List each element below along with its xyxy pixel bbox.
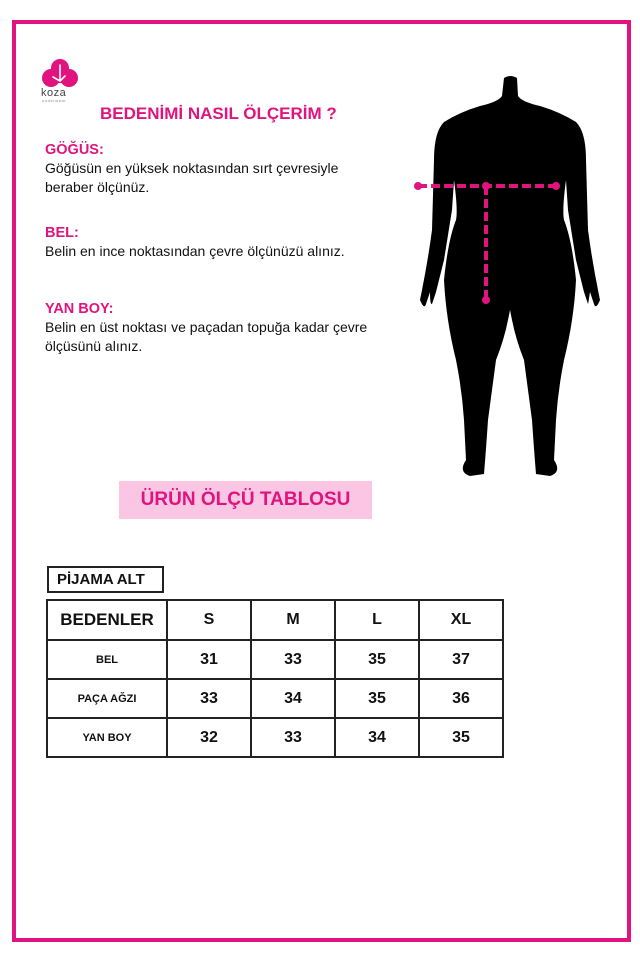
table-cell: 35	[335, 640, 419, 679]
section-text-bel: Belin en ince noktasından çevre ölçünüzü alınız.	[45, 243, 345, 259]
brand-name: koza	[41, 87, 67, 99]
table-cell: 31	[167, 640, 251, 679]
table-cell: 33	[251, 718, 335, 757]
header-size: XL	[419, 600, 503, 640]
table-cell: 34	[251, 679, 335, 718]
table-cell: 37	[419, 640, 503, 679]
table-cell: 35	[335, 679, 419, 718]
table-cell: 33	[251, 640, 335, 679]
section-text-gogus: Göğüsün en yüksek noktasından sırt çevresiyle beraber ölçünüz.	[45, 160, 339, 195]
table-cell: 36	[419, 679, 503, 718]
header-size: M	[251, 600, 335, 640]
row-label: PAÇA AĞZI	[47, 679, 167, 718]
table-cell: 32	[167, 718, 251, 757]
section-heading-gogus: GÖĞÜS:	[45, 142, 104, 158]
body-silhouette-icon	[400, 60, 620, 490]
table-cell: 35	[419, 718, 503, 757]
table-cell: 33	[167, 679, 251, 718]
guide-title: BEDENİMİ NASIL ÖLÇERİM ?	[100, 104, 337, 123]
section-heading-yan-boy: YAN BOY:	[45, 301, 114, 317]
section-text-yan-boy: Belin en üst noktası ve paçadan topuğa kadar çevre ölçüsünü alınız.	[45, 319, 368, 354]
size-table-banner: ÜRÜN ÖLÇÜ TABLOSU	[119, 481, 372, 519]
header-label: BEDENLER	[47, 600, 167, 640]
row-label: YAN BOY	[47, 718, 167, 757]
table-header-row	[47, 600, 503, 640]
row-label: BEL	[47, 640, 167, 679]
table-row	[47, 718, 503, 757]
table-row	[47, 640, 503, 679]
product-label: PİJAMA ALT	[47, 566, 164, 593]
header-size: S	[167, 600, 251, 640]
table-row	[47, 679, 503, 718]
section-heading-bel: BEL:	[45, 225, 79, 241]
table-cell: 34	[335, 718, 419, 757]
brand-tagline: underwear	[42, 98, 67, 103]
header-size: L	[335, 600, 419, 640]
size-table	[46, 599, 504, 758]
